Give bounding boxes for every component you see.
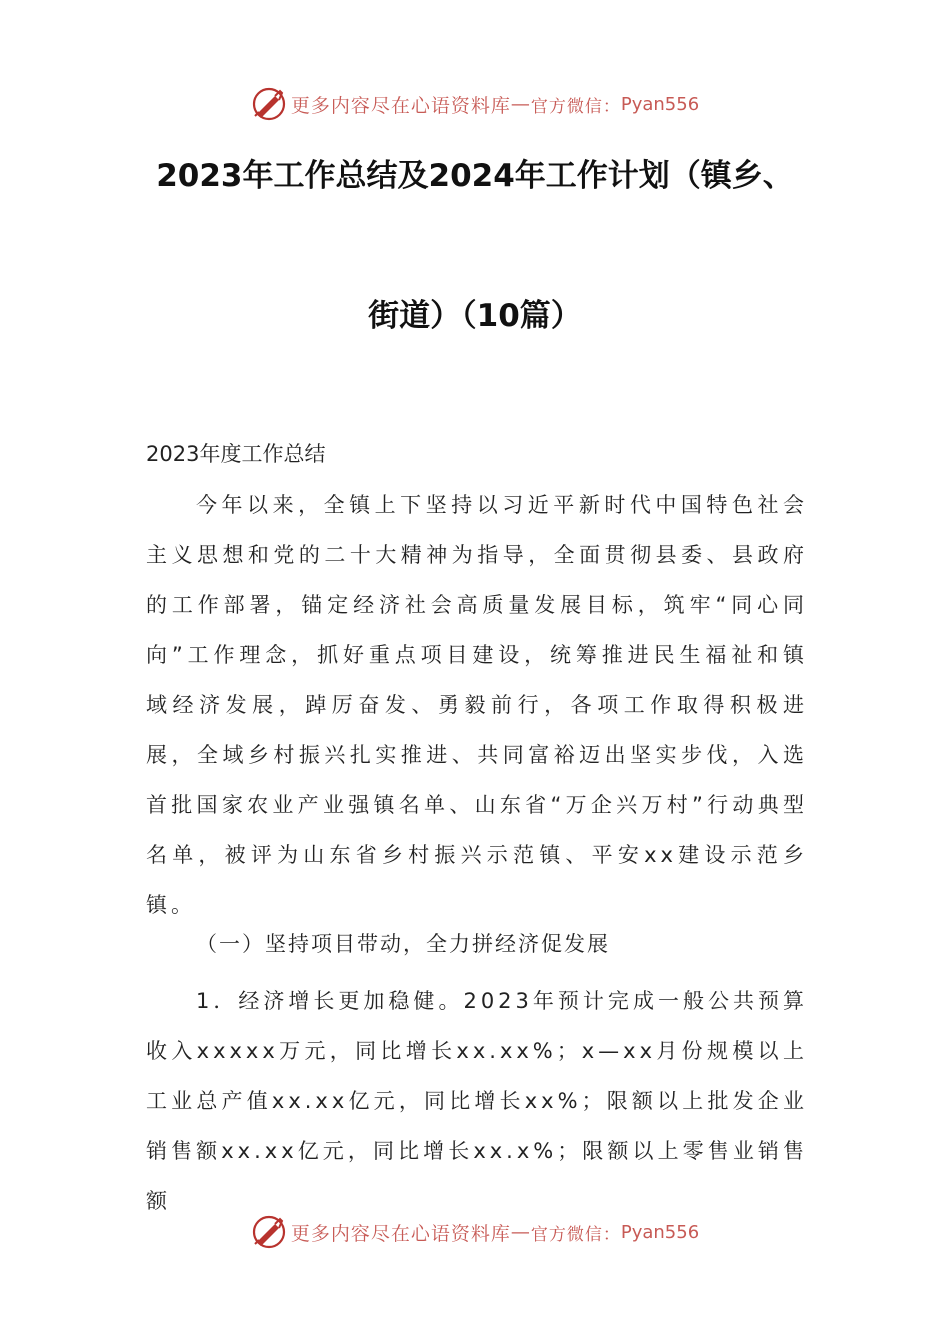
watermark-wechat-label: 官方微信： (530, 1224, 621, 1245)
document-title-line1: 2023年工作总结及2024年工作计划（镇乡、 (156, 158, 794, 194)
document-title-line2: 街道）（10篇） (368, 298, 582, 334)
paragraph-economy: 1．经济增长更加稳健。2023年预计完成一般公共预算收入xxxxx万元，同比增长xx.xx%；x—xx月份规模以上工业总产值xx.xx亿元，同比增长xx%；限额以上批发企业销售额xx.xx亿元，同比增长xx.x%；限额以上零售业销售额 (146, 989, 808, 1213)
pen-logo-icon (251, 86, 287, 122)
subheading-1: （一）坚持项目带动，全力拼经济促发展 (196, 932, 610, 956)
footer-watermark (0, 1212, 950, 1252)
watermark-dash: — (510, 93, 531, 115)
watermark-wechat-id: Pyan556 (620, 93, 700, 115)
section-heading: 2023年度工作总结 (146, 442, 326, 466)
watermark-wechat-id: Pyan556 (620, 1221, 700, 1243)
pen-logo-icon (251, 1214, 287, 1250)
header-watermark (0, 84, 950, 124)
paragraph-intro: 今年以来，全镇上下坚持以习近平新时代中国特色社会主义思想和党的二十大精神为指导，全面贯彻县委、县政府的工作部署，锚定经济社会高质量发展目标，筑牢“同心同向”工作理念，抓好重点项目建设，统筹推进民生福祉和镇域经济发展，踔厉奋发、勇毅前行，各项工作取得积极进展，全域乡村振兴扎实推进、共同富裕迈出坚实步伐，入选首批国家农业产业强镇名单、山东省“万企兴万村”行动典型名单，被评为山东省乡村振兴示范镇、平安xx建设示范乡镇。 (146, 493, 808, 917)
watermark-wechat-label: 官方微信： (530, 96, 621, 117)
watermark-brand-text: 更多内容尽在心语资料库 (290, 1222, 511, 1245)
watermark-dash: — (510, 1221, 531, 1243)
watermark-brand-text: 更多内容尽在心语资料库 (290, 94, 511, 117)
